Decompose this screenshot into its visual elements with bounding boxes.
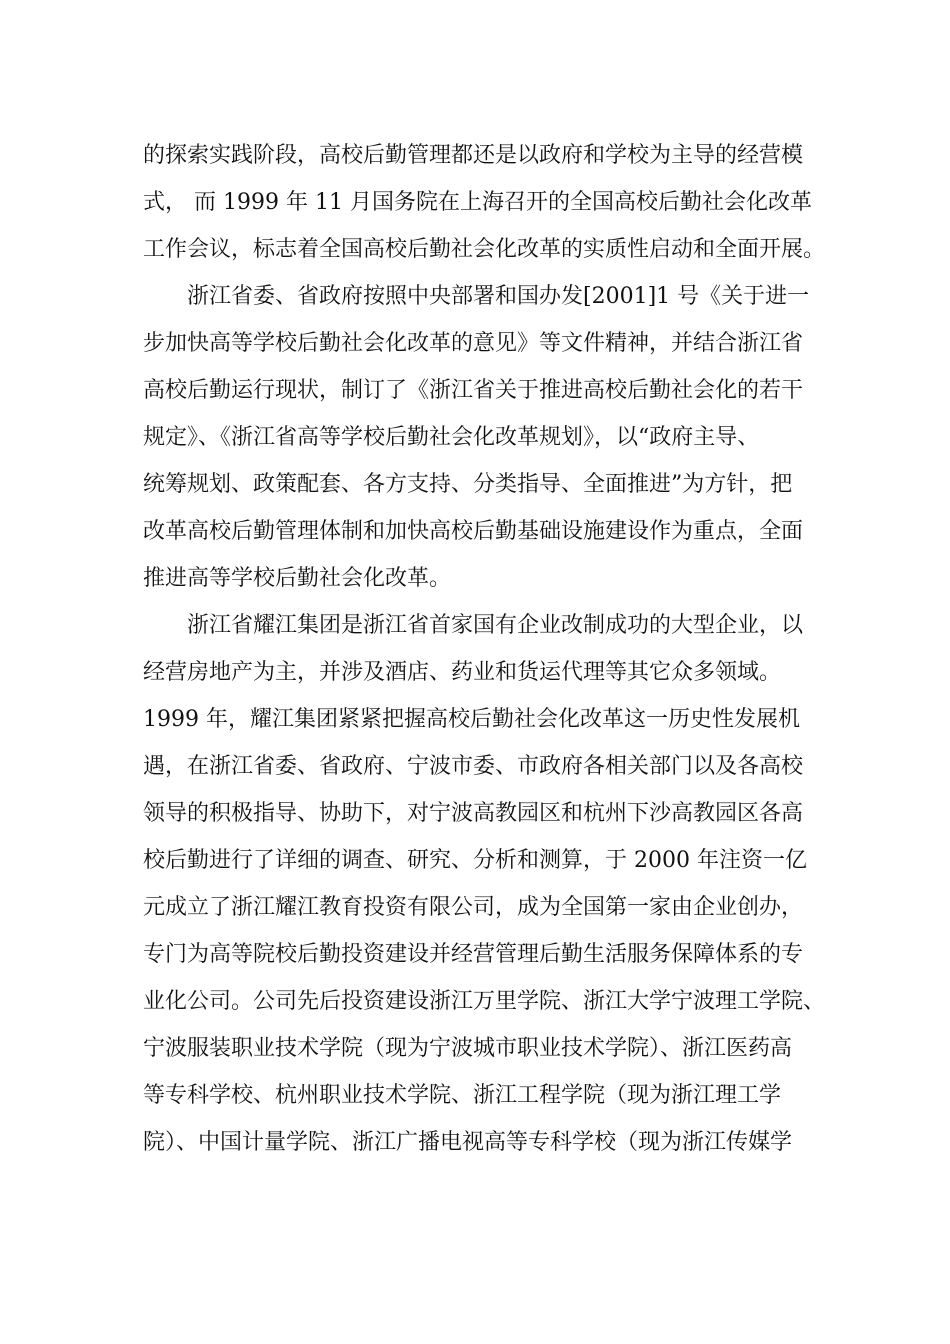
text-line: 式， 而 1999 年 11 月国务院在上海召开的全国高校后勤社会化改革 [143,190,812,215]
text-line: 校后勤进行了详细的调查、研究、分析和测算，于 2000 年注资一亿 [143,848,807,873]
text-line: 规定》、《浙江省高等学校后勤社会化改革规划》，以“政府主导、 [143,425,760,450]
text-line: 业化公司。公司先后投资建设浙江万里学院、浙江大学宁波理工学院、 [143,989,826,1014]
text-line: 领导的积极指导、协助下，对宁波高教园区和杭州下沙高教园区各高 [143,801,804,826]
text-line: 推进高等学校后勤社会化改革。 [143,566,452,591]
text-line: 改革高校后勤管理体制和加快高校后勤基础设施建设作为重点，全面 [143,519,804,544]
text-line: 宁波服装职业技术学院（现为宁波城市职业技术学院）、浙江医药高 [143,1036,793,1061]
text-line: 工作会议，标志着全国高校后勤社会化改革的实质性启动和全面开展。 [143,237,826,262]
text-line: 高校后勤运行现状，制订了《浙江省关于推进高校后勤社会化的若干 [143,378,804,403]
text-line: 步加快高等学校后勤社会化改革的意见》等文件精神，并结合浙江省 [143,331,804,356]
text-line: 遇，在浙江省委、省政府、宁波市委、市政府各相关部门以及各高校 [143,754,804,779]
text-line: 1999 年，耀江集团紧紧把握高校后勤社会化改革这一历史性发展机 [143,707,800,732]
text-line: 院）、中国计量学院、浙江广播电视高等专科学校（现为浙江传媒学 [143,1130,793,1155]
paragraph-first-line: 浙江省委、省政府按照中央部署和国办发[2001]1 号《关于进一 [187,284,810,309]
text-line: 经营房地产为主，并涉及酒店、药业和货运代理等其它众多领域。 [143,660,782,685]
text-line: 的探索实践阶段，高校后勤管理都还是以政府和学校为主导的经营模 [143,143,804,168]
text-line: 专门为高等院校后勤投资建设并经营管理后勤生活服务保障体系的专 [143,942,804,967]
body-text [143,132,826,1166]
text-line: 等专科学校、杭州职业技术学院、浙江工程学院（现为浙江理工学 [143,1083,782,1108]
paragraph-first-line: 浙江省耀江集团是浙江省首家国有企业改制成功的大型企业，以 [187,613,804,638]
text-line: 统筹规划、政策配套、各方支持、分类指导、全面推进”为方针，把 [143,472,793,497]
text-line: 元成立了浙江耀江教育投资有限公司，成为全国第一家由企业创办， [143,895,804,920]
